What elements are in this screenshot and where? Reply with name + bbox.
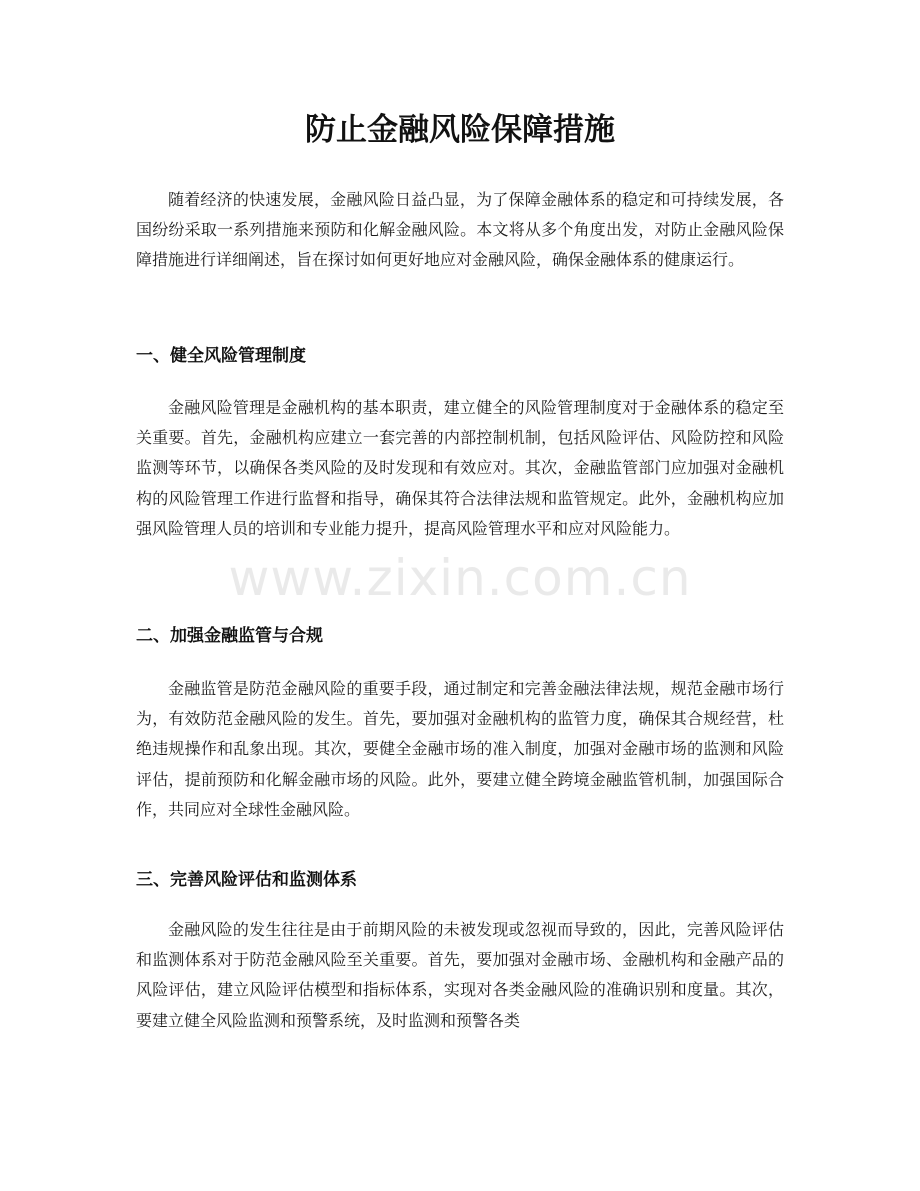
section-3-body [136,915,784,1036]
section-1 [136,343,784,369]
section-heading: 二、加强金融监管与合规 [136,626,323,646]
section-heading: 一、健全风险管理制度 [136,346,306,366]
section-3 [136,867,784,893]
section-paragraph: 金融监管是防范金融风险的重要手段，通过制定和完善金融法律法规，规范金融市场行为，有效防范金融风险的发生。首先，要加强对金融机构的监管力度，确保其合规经营，杜绝违规操作和乱象出现。其次，要健全金融市场的准入制度，加强对金融市场的监测和风险评估，提前预防和化解金融市场的风险。此外，要建立健全跨境金融监管机制，加强国际合作，共同应对全球性金融风险。 [136,679,784,819]
document-title: 防止金融风险保障措施 [305,112,615,148]
section-paragraph: 金融风险管理是金融机构的基本职责，建立健全的风险管理制度对于金融体系的稳定至关重要。首先，金融机构应建立一套完善的内部控制机制，包括风险评估、风险防控和风险监测等环节，以确保各类风险的及时发现和有效应对。其次，金融监管部门应加强对金融机构的风险管理工作进行监督和指导，确保其符合法律法规和监管规定。此外，金融机构应加强风险管理人员的培训和专业能力提升，提高风险管理水平和应对风险能力。 [136,398,784,538]
intro-block [136,185,784,276]
section-2-body [136,674,784,825]
intro-paragraph: 随着经济的快速发展，金融风险日益凸显，为了保障金融体系的稳定和可持续发展，各国纷纷采取一系列措施来预防和化解金融风险。本文将从多个角度出发，对防止金融风险保障措施进行详细阐述，旨在探讨如何更好地应对金融风险，确保金融体系的健康运行。 [136,190,784,270]
section-2 [136,623,784,649]
section-1-body [136,393,784,544]
section-heading: 三、完善风险评估和监测体系 [136,870,357,890]
watermark-text: www.zixin.com.cn [228,549,692,607]
section-paragraph: 金融风险的发生往往是由于前期风险的未被发现或忽视而导致的，因此，完善风险评估和监测体系对于防范金融风险至关重要。首先，要加强对金融市场、金融机构和金融产品的风险评估，建立风险评估模型和指标体系，实现对各类金融风险的准确识别和度量。其次，要建立健全风险监测和预警系统，及时监测和预警各类 [136,920,784,1030]
